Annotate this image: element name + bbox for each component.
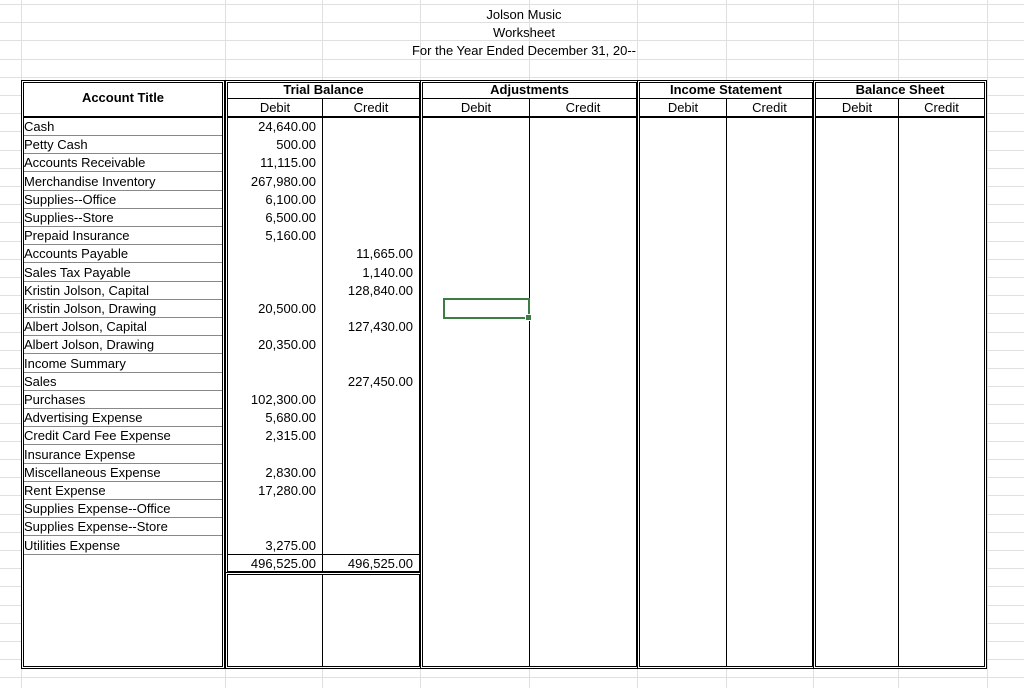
account-title-cell[interactable]: Accounts Payable — [24, 246, 129, 261]
account-title-cell[interactable]: Miscellaneous Expense — [24, 465, 161, 480]
account-title-cell[interactable]: Accounts Receivable — [24, 155, 146, 170]
tb-debit-cell[interactable] — [228, 373, 316, 391]
tb-debit-cell[interactable]: 6,100.00 — [265, 192, 316, 207]
tb-credit-cell[interactable]: 1,140.00 — [362, 265, 413, 280]
account-title-cell[interactable]: Prepaid Insurance — [24, 228, 130, 243]
tb-debit-cell[interactable]: 5,680.00 — [265, 410, 316, 425]
tb-debit-cell[interactable]: 3,275.00 — [265, 538, 316, 553]
is-debit-header: Debit — [667, 100, 699, 115]
report-name: Worksheet — [493, 25, 555, 40]
account-title-cell[interactable]: Insurance Expense — [24, 447, 136, 462]
tb-credit-cell[interactable] — [325, 227, 413, 245]
trial-balance-header: Trial Balance — [283, 82, 364, 97]
balance-sheet-section — [813, 80, 987, 669]
tb-debit-cell[interactable]: 11,115.00 — [260, 155, 316, 170]
tb-debit-cell[interactable]: 20,500.00 — [258, 301, 316, 316]
tb-debit-cell[interactable]: 500.00 — [276, 137, 316, 152]
account-title-cell[interactable]: Supplies--Office — [24, 192, 117, 207]
is-credit-header: Credit — [752, 100, 787, 115]
account-title-cell[interactable]: Petty Cash — [24, 137, 88, 152]
fill-handle[interactable] — [525, 314, 532, 321]
account-title-cell[interactable]: Albert Jolson, Drawing — [24, 337, 155, 352]
tb-debit-header: Debit — [259, 100, 291, 115]
bs-debit-header: Debit — [841, 100, 873, 115]
report-period: For the Year Ended December 31, 20-- — [411, 43, 637, 58]
tb-credit-cell[interactable] — [325, 427, 413, 445]
tb-credit-cell[interactable]: 11,665.00 — [356, 246, 413, 261]
tb-credit-cell[interactable] — [325, 537, 413, 555]
account-title-cell[interactable]: Purchases — [24, 392, 86, 407]
tb-debit-cell[interactable]: 102,300.00 — [250, 392, 316, 407]
tb-credit-header: Credit — [353, 100, 389, 115]
tb-credit-cell[interactable] — [325, 391, 413, 409]
tb-credit-cell[interactable] — [325, 482, 413, 500]
tb-credit-cell[interactable] — [325, 500, 413, 518]
tb-credit-cell[interactable] — [325, 409, 413, 427]
adj-debit-header: Debit — [460, 100, 492, 115]
tb-credit-cell[interactable] — [325, 173, 413, 191]
total-debit: 496,525.00 — [250, 556, 316, 571]
company-name: Jolson Music — [486, 7, 562, 22]
balance-sheet-header: Balance Sheet — [855, 82, 945, 97]
tb-credit-cell[interactable] — [325, 336, 413, 354]
account-title-cell[interactable]: Sales Tax Payable — [24, 265, 131, 280]
tb-debit-cell[interactable] — [228, 500, 316, 518]
account-title-cell[interactable]: Supplies--Store — [24, 210, 114, 225]
tb-credit-cell[interactable] — [325, 355, 413, 373]
account-title-cell[interactable]: Supplies Expense--Store — [24, 519, 168, 534]
account-title-cell[interactable]: Albert Jolson, Capital — [24, 319, 147, 334]
tb-debit-cell[interactable] — [228, 318, 316, 336]
tb-debit-cell[interactable]: 2,830.00 — [265, 465, 316, 480]
tb-credit-cell[interactable]: 128,840.00 — [347, 283, 413, 298]
tb-debit-cell[interactable]: 5,160.00 — [265, 228, 316, 243]
account-title-cell[interactable]: Kristin Jolson, Drawing — [24, 301, 157, 316]
tb-debit-cell[interactable] — [228, 446, 316, 464]
account-title-cell[interactable]: Kristin Jolson, Capital — [24, 283, 149, 298]
account-title-cell[interactable]: Merchandise Inventory — [24, 174, 156, 189]
tb-debit-cell[interactable] — [228, 282, 316, 300]
account-title-cell[interactable]: Advertising Expense — [24, 410, 143, 425]
tb-credit-cell[interactable] — [325, 464, 413, 482]
tb-debit-cell[interactable] — [228, 518, 316, 536]
tb-credit-cell[interactable]: 127,430.00 — [347, 319, 413, 334]
account-title-cell[interactable]: Credit Card Fee Expense — [24, 428, 171, 443]
tb-credit-cell[interactable] — [325, 300, 413, 318]
income-statement-header: Income Statement — [670, 82, 782, 97]
tb-credit-cell[interactable] — [325, 118, 413, 136]
tb-debit-cell[interactable]: 2,315.00 — [265, 428, 316, 443]
tb-debit-cell[interactable] — [228, 245, 316, 263]
adj-credit-header: Credit — [565, 100, 601, 115]
tb-debit-cell[interactable]: 6,500.00 — [265, 210, 316, 225]
bs-credit-header: Credit — [924, 100, 959, 115]
account-title-cell[interactable]: Sales — [24, 374, 57, 389]
tb-debit-cell[interactable] — [228, 355, 316, 373]
tb-credit-cell[interactable] — [325, 446, 413, 464]
account-title-header: Account Title — [81, 90, 165, 105]
tb-debit-cell[interactable]: 17,280.00 — [258, 483, 316, 498]
selected-cell[interactable] — [443, 298, 530, 319]
tb-debit-cell[interactable] — [228, 264, 316, 282]
tb-debit-cell[interactable]: 20,350.00 — [258, 337, 316, 352]
tb-credit-cell[interactable] — [325, 136, 413, 154]
tb-debit-cell[interactable]: 24,640.00 — [258, 119, 316, 134]
adjustments-header: Adjustments — [490, 82, 569, 97]
account-title-cell[interactable]: Utilities Expense — [24, 538, 121, 553]
account-title-cell[interactable]: Rent Expense — [24, 483, 106, 498]
tb-credit-cell[interactable] — [325, 518, 413, 536]
tb-credit-cell[interactable] — [325, 209, 413, 227]
account-title-cell[interactable]: Supplies Expense--Office — [24, 501, 171, 516]
tb-credit-cell[interactable]: 227,450.00 — [347, 374, 413, 389]
account-title-cell[interactable]: Cash — [24, 119, 55, 134]
trial-balance-lower — [225, 572, 422, 669]
tb-credit-cell[interactable] — [325, 191, 413, 209]
account-title-cell[interactable]: Income Summary — [24, 356, 126, 371]
tb-credit-cell[interactable] — [325, 154, 413, 172]
total-credit: 496,525.00 — [347, 556, 413, 571]
tb-debit-cell[interactable]: 267,980.00 — [250, 174, 316, 189]
